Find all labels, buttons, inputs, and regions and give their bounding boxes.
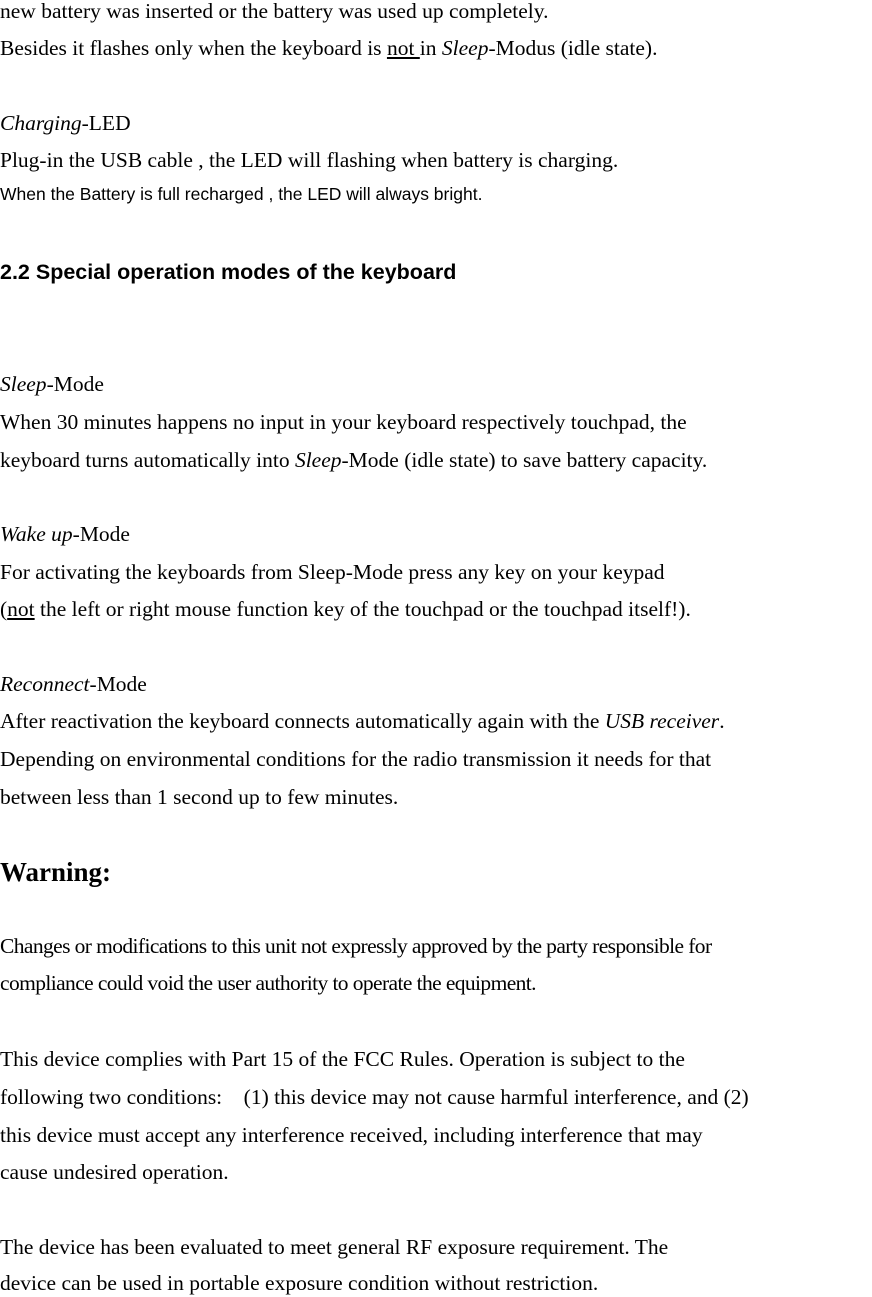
underlined-not: not xyxy=(7,597,35,621)
sleep-term: Sleep xyxy=(441,36,489,60)
fcc-p2-line-4: cause undesired operation. xyxy=(0,1160,229,1184)
charging-term: Charging xyxy=(0,111,82,135)
sleep-text: keyboard turns automatically into xyxy=(0,448,295,472)
intro-text: -Modus (idle state). xyxy=(488,36,658,60)
wake-up-term: Wake up xyxy=(0,522,73,546)
intro-text: in xyxy=(419,36,442,60)
charging-line-2: When the Battery is full recharged , the LED will always bright. xyxy=(0,184,483,204)
reconnect-text: After reactivation the keyboard connects automatically again with the xyxy=(0,709,605,733)
sleep-mode-line-2 xyxy=(0,450,707,472)
title-suffix: -Mode xyxy=(89,672,147,696)
intro-line-2 xyxy=(0,38,657,60)
wake-mode-line-2 xyxy=(0,599,691,621)
paren-open: ( xyxy=(0,597,8,621)
sleep-mode-line-1: When 30 minutes happens no input in your keyboard respectively touchpad, the xyxy=(0,410,687,434)
warning-title: Warning: xyxy=(0,857,112,887)
fcc-p2-line-2: following two conditions: (1) this device may not cause harmful interference, and (2) xyxy=(0,1085,749,1109)
reconnect-term: Reconnect xyxy=(0,672,90,696)
charging-led-title xyxy=(0,113,131,135)
wake-mode-title xyxy=(0,524,130,546)
intro-line-1: new battery was inserted or the battery was used up completely. xyxy=(0,0,549,23)
sleep-text: -Mode (idle state) to save battery capacity. xyxy=(341,448,708,472)
title-suffix: -Mode xyxy=(72,522,130,546)
reconnect-mode-line-1 xyxy=(0,711,725,733)
underlined-not: not xyxy=(386,36,420,60)
sleep-mode-title xyxy=(0,374,104,396)
rf-p3-line-2: device can be used in portable exposure condition without restriction. xyxy=(0,1271,599,1295)
reconnect-mode-title xyxy=(0,674,147,696)
title-suffix: -LED xyxy=(81,111,131,135)
reconnect-text: . xyxy=(719,709,725,733)
charging-line-1: Plug-in the USB cable , the LED will flashing when battery is charging. xyxy=(0,148,619,172)
rf-p3-line-1: The device has been evaluated to meet general RF exposure requirement. The xyxy=(0,1235,669,1259)
wake-text: the left or right mouse function key of the touchpad or the touchpad itself!). xyxy=(34,597,691,621)
warning-p1-line-1: Changes or modifications to this unit not expressly approved by the party responsible for xyxy=(0,934,712,958)
intro-text: Besides it flashes only when the keyboard is xyxy=(0,36,387,60)
title-suffix: -Mode xyxy=(46,372,104,396)
reconnect-mode-line-2: Depending on environmental conditions for the radio transmission it needs for that xyxy=(0,747,712,771)
reconnect-mode-line-3: between less than 1 second up to few minutes. xyxy=(0,785,399,809)
sleep-term: Sleep xyxy=(0,372,47,396)
sleep-term: Sleep xyxy=(294,448,342,472)
warning-p1-line-2: compliance could void the user authority to operate the equipment. xyxy=(0,971,536,995)
fcc-p2-line-1: This device complies with Part 15 of the FCC Rules. Operation is subject to the xyxy=(0,1047,685,1071)
section-heading: 2.2 Special operation modes of the keyboard xyxy=(0,260,457,284)
fcc-p2-line-3: this device must accept any interference received, including interference that may xyxy=(0,1123,703,1147)
usb-receiver-term: USB receiver xyxy=(604,709,720,733)
wake-mode-line-1: For activating the keyboards from Sleep-Mode press any key on your keypad xyxy=(0,560,665,584)
